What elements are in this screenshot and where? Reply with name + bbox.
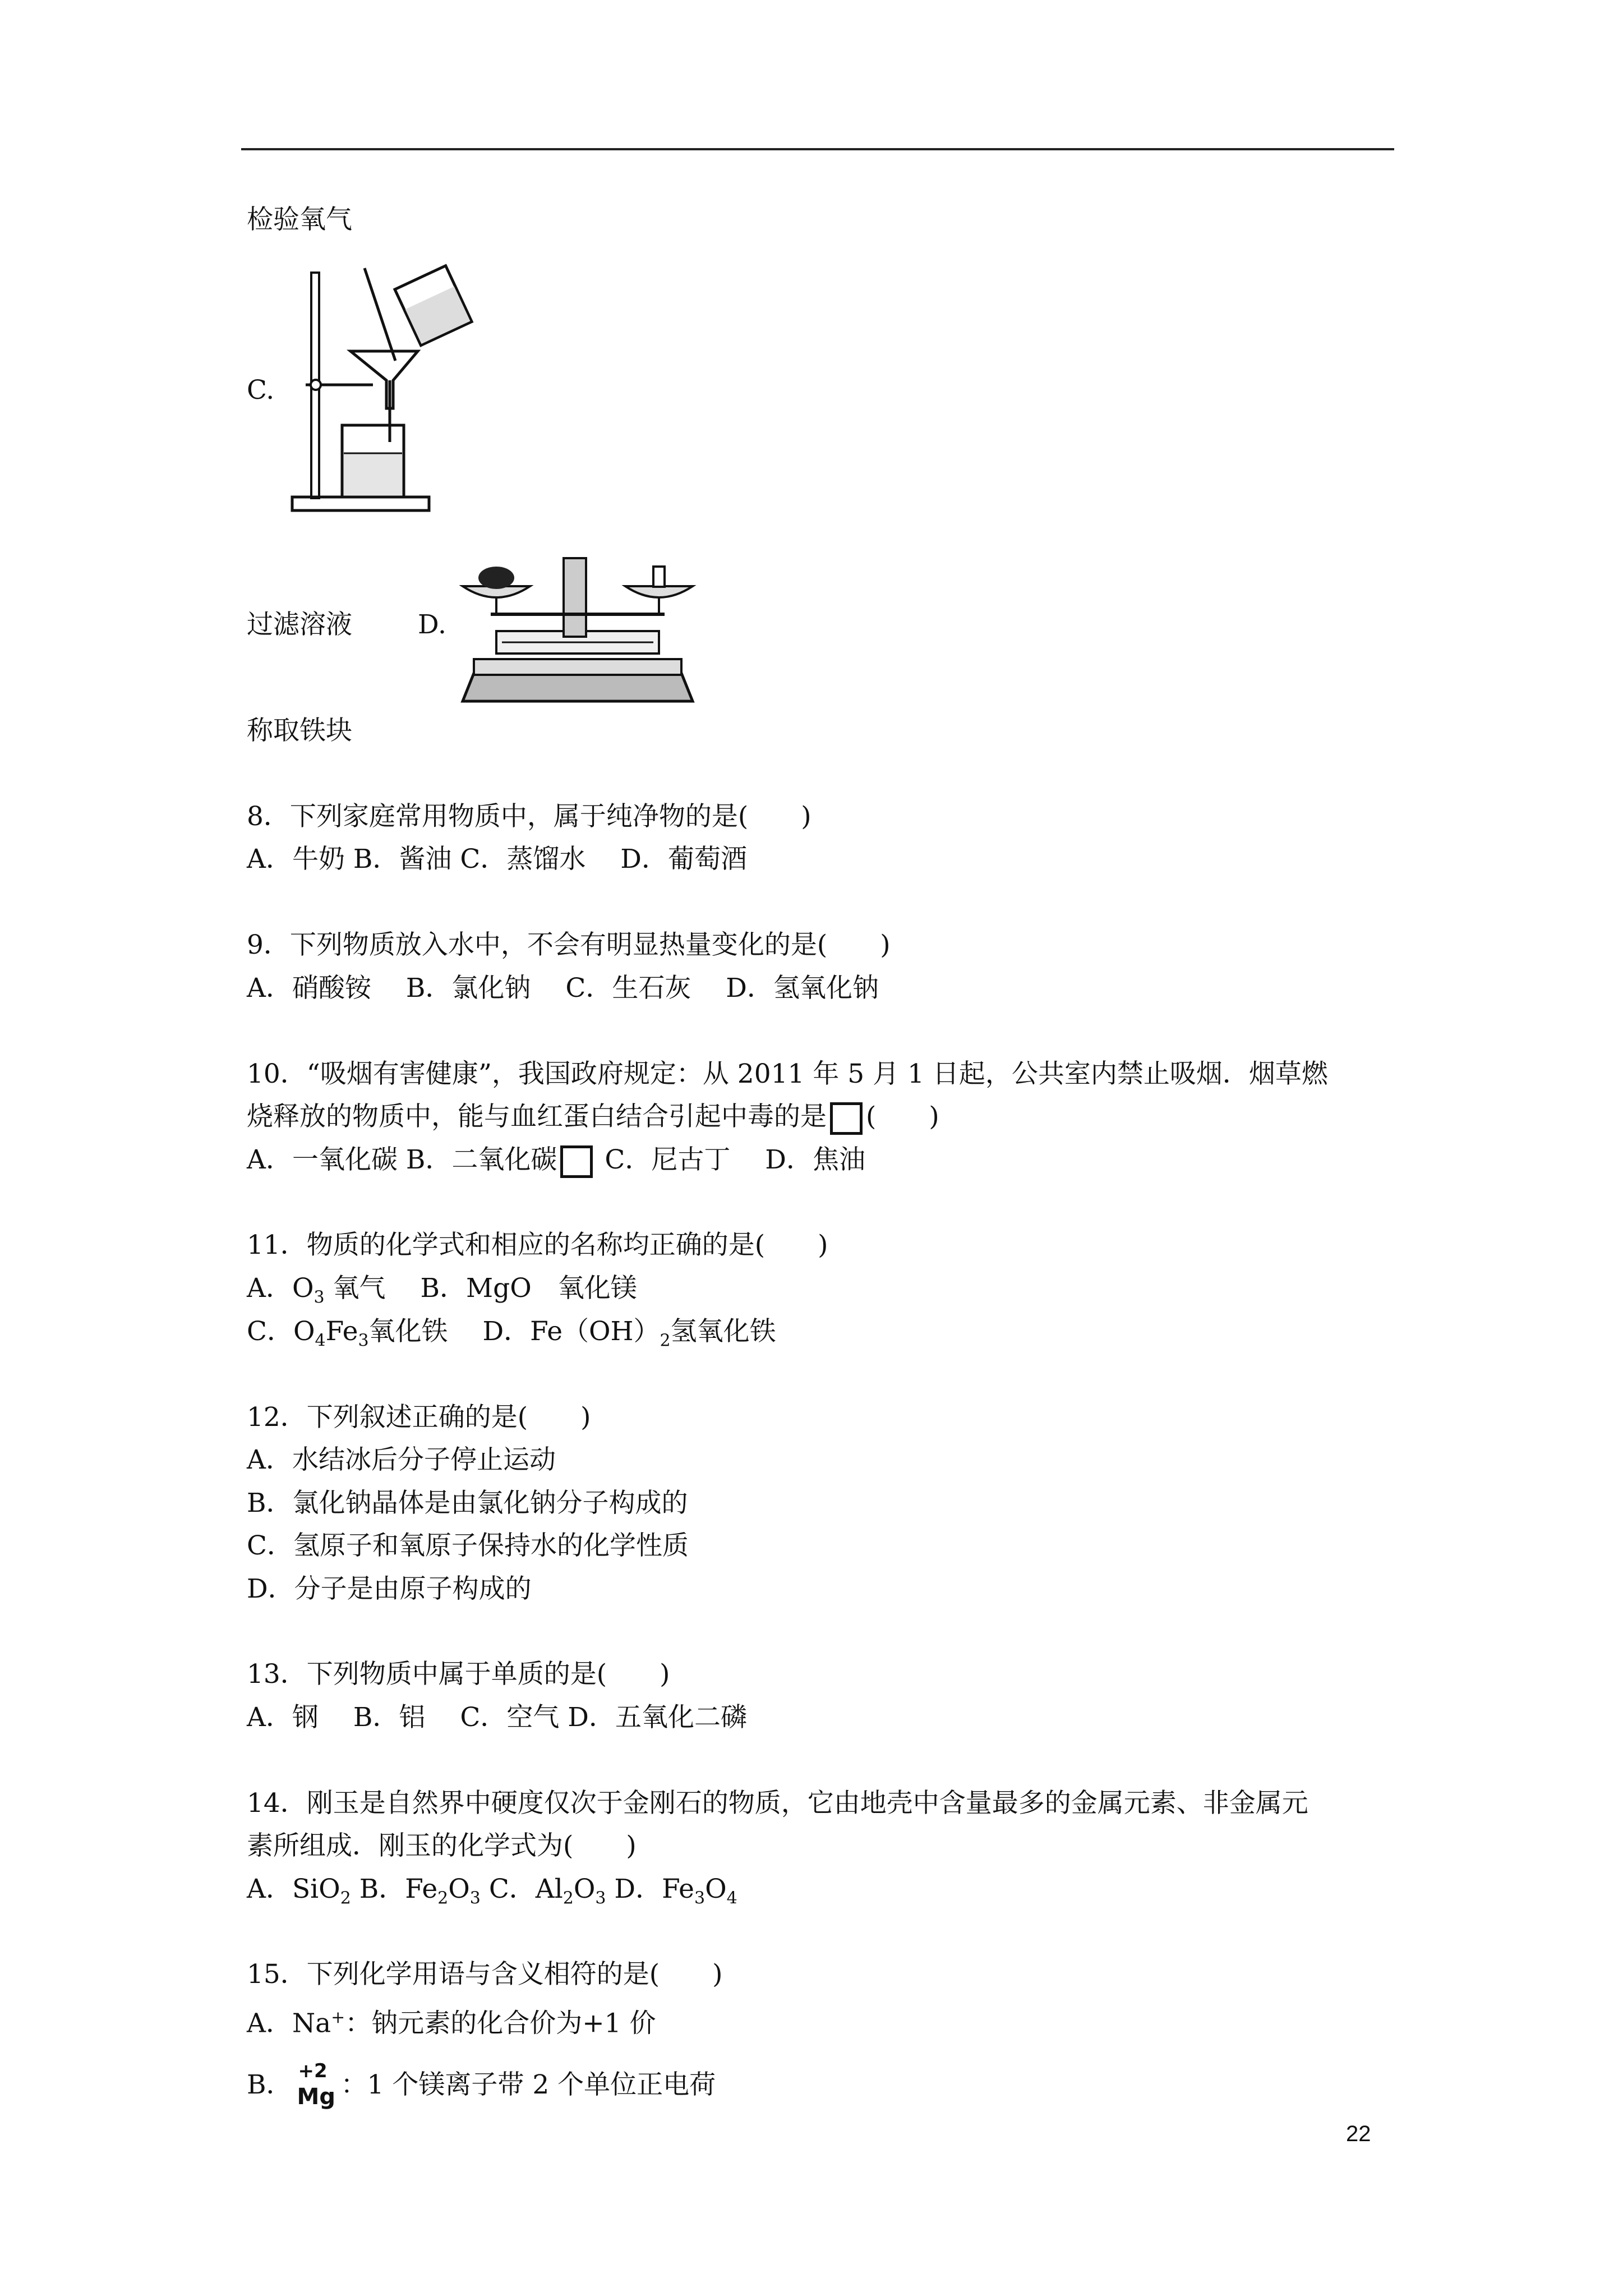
q11-d-name: 氢氧化铁 (670, 1316, 776, 1347)
mg-valence-symbol (297, 2059, 336, 2115)
q9-stem: 9．下列物质放入水中，不会有明显热量变化的是( ) (247, 930, 891, 960)
q11-c-formula-mid: Fe (325, 1316, 358, 1347)
subscript: 2 (660, 1331, 671, 1351)
q8-stem: 8．下列家庭常用物质中，属于纯净物的是( ) (247, 801, 811, 832)
option-c-label: C. (247, 375, 275, 406)
subscript: 4 (315, 1331, 326, 1351)
valence-number: +2 (298, 2060, 328, 2082)
element-symbol: Mg (297, 2084, 335, 2110)
q14-stem-line1: 14．刚玉是自然界中硬度仅次于金刚石的物质，它由地壳中含量最多的金属元素、非金属元 (247, 1788, 1308, 1819)
q12-stem: 12．下列叙述正确的是( ) (247, 1402, 591, 1433)
placeholder-box (560, 1145, 593, 1178)
caption-filter: 过滤溶液 (247, 609, 352, 640)
subscript: 4 (726, 1888, 737, 1908)
q15-b-label: B． (247, 2069, 293, 2100)
q12-option-a: A．水结冰后分子停止运动 (247, 1444, 556, 1475)
subscript: 3 (595, 1888, 606, 1908)
q10-options-ab: A．一氧化碳 B．二氧化碳 (247, 1144, 557, 1175)
q8-options: A．牛奶 B．酱油 C．蒸馏水 D．葡萄酒 (247, 844, 747, 875)
q10-stem-line2 (247, 1100, 939, 1135)
q14-d-mid: O (705, 1874, 727, 1904)
caption-iron: 称取铁块 (247, 715, 352, 746)
q14-b-mid: O (448, 1874, 470, 1904)
q11-options-cd (247, 1315, 776, 1358)
q13-stem: 13．下列物质中属于单质的是( ) (247, 1659, 670, 1690)
q14-b: B．Fe (351, 1874, 438, 1904)
q11-c-formula: C．O (247, 1316, 315, 1347)
q11-a-formula: A．O (247, 1273, 314, 1304)
q15-option-a (247, 2001, 656, 2041)
q11-options-ab (247, 1272, 637, 1314)
q9-options: A．硝酸铵 B．氯化钠 C．生石灰 D．氢氧化钠 (247, 973, 879, 1004)
q11-stem: 11．物质的化学式和相应的名称均正确的是( ) (247, 1230, 828, 1260)
q12-option-d: D．分子是由原子构成的 (247, 1573, 532, 1604)
header-rule (241, 148, 1394, 150)
q10-stem-line1: 10．“吸烟有害健康”，我国政府规定：从 2011 年 5 月 1 日起，公共室内禁止吸烟．烟草燃 (247, 1059, 1328, 1089)
subscript: 2 (562, 1888, 574, 1908)
q11-c-d-text: 氧化铁 D．Fe（OH） (368, 1316, 660, 1347)
q12-option-b: B．氯化钠晶体是由氯化钠分子构成的 (247, 1488, 688, 1519)
subscript: 3 (313, 1287, 325, 1308)
q15-stem: 15．下列化学用语与含义相符的是( ) (247, 1959, 723, 1990)
caption-oxygen: 检验氧气 (247, 204, 352, 235)
q10-options (247, 1143, 865, 1178)
q10-stem-line2-bracket: ( ) (866, 1101, 939, 1132)
q10-stem-line2-text: 烧释放的物质中，能与血红蛋白结合引起中毒的是 (247, 1101, 827, 1132)
filtration-apparatus-figure (289, 263, 491, 521)
subscript: 3 (694, 1888, 706, 1908)
q12-option-c: C．氢原子和氧原子保持水的化学性质 (247, 1530, 689, 1561)
q14-stem-line2: 素所组成．刚玉的化学式为( ) (247, 1830, 637, 1861)
q14-d: D．Fe (606, 1874, 694, 1904)
q14-a: A．SiO (247, 1874, 340, 1904)
q11-a-b-text: 氧气 B．MgO 氧化镁 (324, 1273, 637, 1304)
placeholder-box (830, 1102, 863, 1135)
q13-options: A．钢 B．铝 C．空气 D．五氧化二磷 (247, 1702, 747, 1733)
q15-b-text: ：1 个镁离子带 2 个单位正电荷 (340, 2069, 716, 2100)
subscript: 2 (437, 1888, 449, 1908)
subscript: 2 (340, 1888, 351, 1908)
q14-c: C．Al (480, 1874, 563, 1904)
q15-a-symbol: A．Na (247, 2008, 331, 2039)
subscript: 3 (469, 1888, 481, 1908)
option-d-label: D. (418, 609, 446, 640)
q15-option-b (247, 2059, 716, 2115)
q15-a-text: ：钠元素的化合价为+1 价 (345, 2008, 656, 2039)
q10-options-cd: C．尼古丁 D．焦油 (596, 1144, 865, 1175)
subscript: 3 (358, 1331, 369, 1351)
page-number: 22 (1346, 2122, 1371, 2146)
q14-c-mid: O (573, 1874, 596, 1904)
balance-scale-figure (457, 547, 698, 707)
q14-options (247, 1872, 737, 1915)
superscript: + (331, 2008, 345, 2027)
